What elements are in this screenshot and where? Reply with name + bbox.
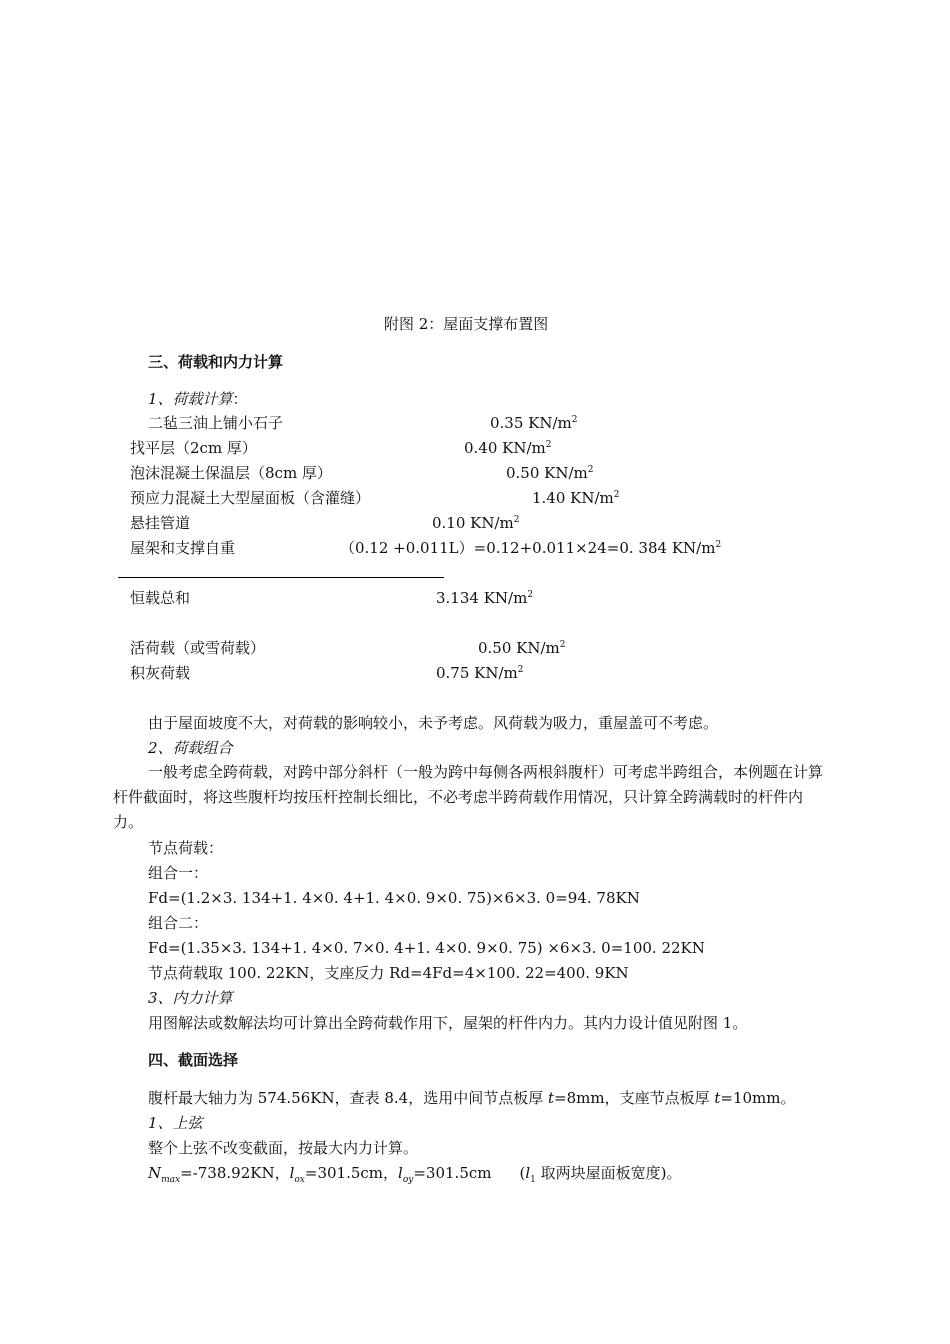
section-3-heading: 三、荷载和内力计算 [148, 353, 284, 371]
dead-load-total-name: 恒载总和 [130, 589, 191, 607]
top-chord-note: 整个上弦不改变截面，按最大内力计算。 [148, 1139, 419, 1157]
loy-symbol: l [398, 1164, 403, 1182]
load-name-1: 找平层（2cm 厚） [130, 439, 257, 457]
load-value-2 [506, 463, 594, 483]
ash-load-name: 积灰荷载 [130, 664, 191, 682]
unit-exponent: 2 [545, 440, 552, 450]
live-load-name: 活荷载（或雪荷载） [130, 639, 266, 657]
dead-load-total-value [436, 588, 533, 608]
l1-symbol: l [525, 1164, 531, 1182]
top-chord-params [148, 1163, 682, 1183]
combo-1-formula: Fd=(1.2×3. 134+1. 4×0. 4+1. 4×0. 9×0. 75)×6×3. 0=94. 78KN [148, 889, 640, 907]
load-name-5: 屋架和支撑自重 [130, 539, 236, 557]
load-value-2-text: 0.50 KN/m [506, 464, 588, 482]
figure-caption: 附图 2：屋面支撑布置图 [384, 315, 549, 333]
ash-load-value-text: 0.75 KN/m [436, 664, 518, 682]
load-value-0-text: 0.35 KN/m [490, 414, 572, 432]
unit-exponent: 2 [613, 490, 620, 500]
load-value-0 [490, 413, 578, 433]
live-load-value [478, 638, 566, 658]
wind-note: 由于屋面坡度不大，对荷载的影响较小，未予考虑。风荷载为吸力，重屋盖可不考虑。 [148, 714, 719, 732]
combo-2-label: 组合二： [148, 914, 209, 932]
sum-divider-line [118, 577, 444, 578]
load-value-5-text: （0.12 +0.011L）=0.12+0.011×24=0. 384 KN/m [340, 539, 716, 557]
lox-value: =301.5cm， [304, 1164, 399, 1182]
load-name-2: 泡沫混凝土保温层（8cm 厚） [130, 464, 332, 482]
web-member-text-a: 腹杆最大轴力为 574.56KN，查表 8.4，选用中间节点板厚 [148, 1089, 548, 1107]
load-name-4: 悬挂管道 [130, 514, 191, 532]
load-value-5 [340, 538, 721, 558]
subheading-internal-force: 3、内力计算 [148, 989, 233, 1007]
combo-2-formula: Fd=(1.35×3. 134+1. 4×0. 7×0. 4+1. 4×0. 9×0. 75) ×6×3. 0=100. 22KN [148, 939, 705, 957]
dead-load-total-value-text: 3.134 KN/m [436, 589, 528, 607]
unit-exponent: 2 [527, 590, 534, 600]
internal-force-text: 用图解法或数解法均可计算出全跨荷载作用下，屋架的杆件内力。其内力设计值见附图 1。 [148, 1014, 748, 1032]
n-subscript: max [161, 1175, 181, 1185]
node-load-label: 节点荷载： [148, 839, 224, 857]
live-load-value-text: 0.50 KN/m [478, 639, 560, 657]
unit-exponent: 2 [571, 415, 578, 425]
web-member-line [148, 1088, 795, 1108]
l1-note: 取两块屋面板宽度)。 [535, 1164, 682, 1182]
node-load-result: 节点荷载取 100. 22KN，支座反力 Rd=4Fd=4×100. 22=400. 9KN [148, 964, 629, 982]
lox-symbol: l [289, 1164, 295, 1182]
unit-exponent: 2 [513, 515, 520, 525]
load-name-3: 预应力混凝土大型屋面板（含灌缝） [130, 489, 371, 507]
loy-value: =301.5cm [413, 1164, 492, 1182]
load-value-3 [532, 488, 620, 508]
load-value-4 [432, 513, 520, 533]
combo-paragraph [113, 760, 825, 835]
unit-exponent: 2 [559, 640, 566, 650]
l1-subscript: 1 [530, 1175, 536, 1185]
l1-open-paren: ( [519, 1164, 526, 1182]
web-member-text-b: =8mm，支座节点板厚 [554, 1089, 715, 1107]
section-4-heading: 四、截面选择 [148, 1051, 239, 1069]
n-value: =-738.92KN， [180, 1164, 290, 1182]
subheading-load-calc [148, 389, 248, 409]
lox-subscript: ox [294, 1175, 305, 1185]
unit-exponent: 2 [587, 465, 594, 475]
subheading-load-combo: 2、荷载组合 [148, 739, 233, 757]
thickness-symbol: t [547, 1089, 555, 1107]
load-value-1-text: 0.40 KN/m [464, 439, 546, 457]
load-name-0: 二毡三油上铺小石子 [148, 414, 284, 432]
unit-exponent: 2 [517, 665, 524, 675]
load-value-4-text: 0.10 KN/m [432, 514, 514, 532]
unit-exponent: 2 [715, 540, 722, 550]
load-value-1 [464, 438, 552, 458]
combo-paragraph-text: 一般考虑全跨荷载，对跨中部分斜杆（一般为跨中每侧各两根斜腹杆）可考虑半跨组合，本例题在计算杆件截面时，将这些腹杆均按压杆控制长细比，不必考虑半跨荷载作用情况，只计算全跨满载时的杆件内力。 [113, 763, 824, 831]
ash-load-value [436, 663, 524, 683]
combo-1-label: 组合一： [148, 864, 209, 882]
load-value-3-text: 1.40 KN/m [532, 489, 614, 507]
n-symbol: N [148, 1164, 162, 1182]
subheading-load-calc-text: 1、荷载计算 [148, 390, 233, 408]
thickness-symbol: t [714, 1089, 721, 1107]
loy-subscript: oy [402, 1175, 414, 1185]
subheading-top-chord: 1、上弦 [148, 1114, 203, 1132]
subheading-colon: ： [232, 390, 248, 408]
web-member-text-c: =10mm。 [720, 1089, 796, 1107]
